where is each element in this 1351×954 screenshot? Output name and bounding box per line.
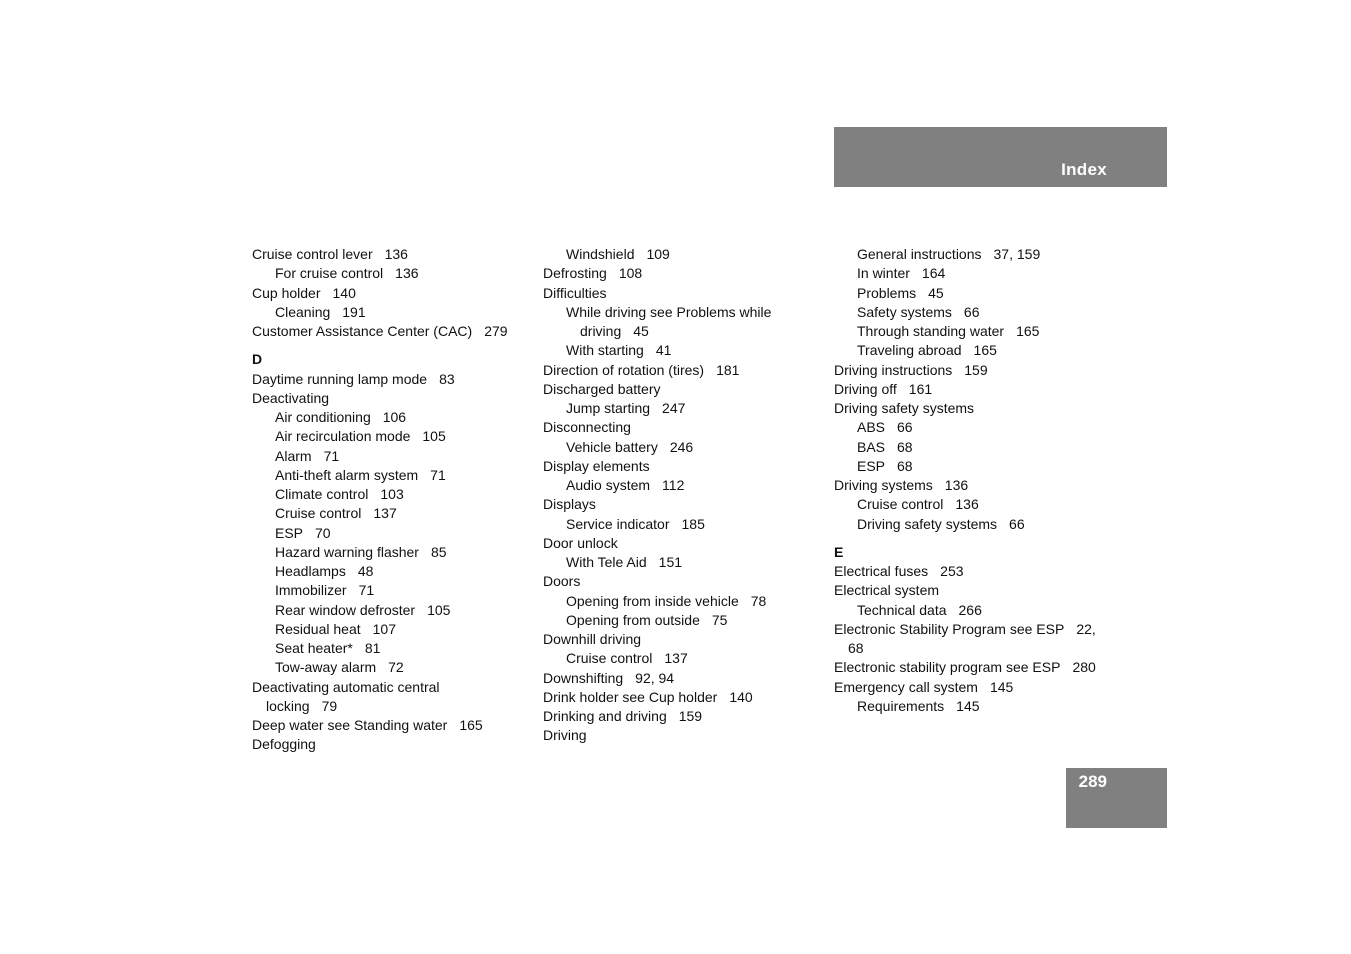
entry-page-ref: 68 — [897, 438, 913, 455]
index-column-3 — [834, 245, 1119, 716]
entry-term: Traveling abroad — [857, 342, 962, 359]
entry-term: Air recirculation mode — [275, 428, 411, 445]
entry-page-ref: 108 — [618, 265, 643, 282]
index-subentry — [252, 562, 537, 581]
entry-term: With Tele Aid — [566, 554, 647, 570]
entry-term: Direction of rotation (tires) — [543, 361, 705, 378]
entry-term: Jump starting — [566, 400, 651, 416]
section-letter: D — [252, 351, 263, 368]
index-subentry — [252, 581, 537, 600]
entry-term: Driving systems — [834, 477, 933, 493]
entry-term: Through standing water — [857, 323, 1005, 339]
index-subentry — [543, 553, 828, 572]
entry-term: Rear window defroster — [275, 601, 416, 618]
index-subentry — [252, 504, 537, 523]
index-entry — [252, 245, 537, 264]
entry-page-ref: 266 — [958, 601, 982, 618]
index-subentry — [834, 245, 1119, 264]
entry-term: General instructions — [857, 246, 982, 262]
index-entry — [834, 399, 1119, 418]
entry-page-ref: 109 — [646, 246, 670, 262]
section-letter: E — [834, 543, 844, 560]
index-entry — [834, 361, 1119, 380]
index-subentry — [252, 466, 537, 485]
entry-term: Deep water see Standing water — [252, 717, 448, 733]
entry-term: Driving safety systems — [834, 400, 975, 416]
entry-page-ref: 247 — [662, 400, 686, 416]
index-subentry — [834, 457, 1119, 476]
entry-term: Climate control — [275, 486, 369, 502]
index-entry — [543, 284, 828, 303]
index-entry — [543, 572, 828, 591]
entry-term: Immobilizer — [275, 582, 347, 599]
entry-page-ref: 185 — [681, 515, 705, 532]
entry-term: Alarm — [275, 447, 312, 464]
index-subentry — [252, 447, 537, 466]
entry-page-ref: 45 — [928, 284, 944, 301]
entry-term: Driving instructions — [834, 361, 953, 378]
entry-page-ref: 45 — [633, 323, 649, 339]
entry-term: Cruise control — [275, 505, 362, 522]
index-column-2 — [543, 245, 828, 746]
section-title: Index — [1061, 160, 1107, 179]
index-entry — [543, 495, 828, 514]
entry-page-ref: 159 — [678, 708, 703, 724]
index-entry — [252, 716, 537, 735]
entry-term: Downhill driving — [543, 631, 642, 647]
entry-term: Driving safety systems — [857, 515, 998, 532]
index-entry — [543, 418, 828, 437]
entry-term: ESP — [857, 457, 886, 474]
index-subentry — [543, 438, 828, 457]
entry-term: locking — [266, 697, 310, 714]
entry-page-ref: 106 — [382, 409, 407, 425]
entry-term: Cleaning — [275, 303, 331, 320]
entry-page-ref: 137 — [664, 650, 688, 667]
index-subentry — [543, 476, 828, 495]
index-entry — [834, 581, 1119, 600]
index-entry — [252, 322, 537, 341]
index-entry — [252, 370, 537, 389]
entry-term: Vehicle battery — [566, 438, 658, 455]
entry-term: Electrical fuses — [834, 563, 929, 579]
entry-page-ref: 81 — [364, 640, 381, 656]
entry-term: Difficulties — [543, 284, 607, 301]
index-column-1 — [252, 245, 537, 755]
index-subentry — [543, 649, 828, 668]
index-entry — [252, 389, 537, 408]
index-subentry — [834, 495, 1119, 514]
index-entry — [834, 678, 1119, 697]
entry-term: Electronic stability program see ESP — [834, 659, 1061, 676]
index-subentry — [252, 303, 537, 322]
page-number: 289 — [1078, 772, 1107, 791]
entry-term: Air conditioning — [275, 409, 371, 425]
entry-term: Door unlock — [543, 534, 618, 551]
index-entry — [543, 457, 828, 476]
entry-term: Requirements — [857, 697, 945, 714]
index-entry — [252, 678, 537, 697]
entry-term: Cruise control — [857, 496, 944, 513]
entry-page-ref: 68 — [897, 457, 913, 474]
entry-term: Downshifting — [543, 669, 624, 686]
entry-term: Disconnecting — [543, 419, 631, 436]
entry-term: Cup holder — [252, 284, 321, 301]
entry-page-ref: 105 — [422, 428, 446, 445]
entry-term: For cruise control — [275, 265, 384, 282]
index-entry — [543, 669, 828, 688]
entry-page-ref: 75 — [711, 611, 728, 628]
entry-page-ref: 105 — [427, 601, 451, 618]
index-subentry — [252, 427, 537, 446]
index-entry — [834, 658, 1119, 677]
index-subentry — [543, 515, 828, 534]
entry-page-ref: 165 — [973, 342, 997, 359]
entry-page-ref: 37, 159 — [993, 246, 1041, 262]
entry-term: Problems — [857, 284, 917, 301]
index-entry — [543, 264, 828, 283]
entry-page-ref: 140 — [729, 688, 753, 705]
entry-term: Driving — [543, 727, 587, 744]
entry-page-ref: 280 — [1072, 659, 1096, 676]
index-subentry — [252, 264, 537, 283]
entry-page-ref: 70 — [315, 524, 331, 541]
entry-page-ref: 71 — [358, 582, 375, 599]
entry-page-ref: 71 — [323, 447, 340, 464]
index-subentry — [252, 408, 537, 427]
entry-term: Cruise control — [566, 650, 653, 667]
entry-page-ref: 137 — [373, 505, 397, 522]
entry-page-ref: 151 — [658, 554, 683, 570]
entry-term: Customer Assistance Center (CAC) — [252, 323, 473, 339]
entry-term: Defrosting — [543, 265, 607, 282]
index-subentry — [834, 264, 1119, 283]
entry-page-ref: 41 — [655, 342, 672, 359]
entry-page-ref: 140 — [332, 284, 356, 301]
entry-page-ref: 145 — [956, 697, 980, 714]
entry-term: driving — [580, 323, 622, 339]
entry-page-ref: 136 — [384, 246, 408, 262]
entry-page-ref: 112 — [662, 477, 685, 493]
entry-term: Safety systems — [857, 303, 952, 320]
entry-page-ref: 85 — [430, 543, 447, 560]
index-subentry — [252, 639, 537, 658]
entry-term: Headlamps — [275, 563, 346, 579]
index-entry — [252, 284, 537, 303]
entry-term: Seat heater* — [275, 640, 353, 656]
entry-term: Audio system — [566, 477, 651, 493]
entry-page-ref: 107 — [372, 620, 396, 637]
entry-term: Emergency call system — [834, 678, 978, 695]
entry-term: Opening from inside vehicle — [566, 592, 739, 609]
entry-page-ref: 181 — [716, 361, 740, 378]
entry-page-ref: 72 — [388, 659, 404, 676]
entry-page-ref: 164 — [921, 265, 946, 282]
index-entry — [543, 707, 828, 726]
index-entry — [543, 688, 828, 707]
index-entry — [834, 476, 1119, 495]
entry-term: Daytime running lamp mode — [252, 370, 428, 387]
entry-term: While driving see Problems while — [566, 303, 772, 320]
index-subentry — [834, 341, 1119, 360]
index-entry — [834, 562, 1119, 581]
entry-term: Displays — [543, 496, 596, 513]
index-entry — [834, 620, 1119, 639]
entry-term: Tow-away alarm — [275, 659, 377, 676]
index-subentry — [834, 322, 1119, 341]
entry-page-ref: 279 — [484, 323, 508, 339]
entry-page-ref: 22, — [1076, 620, 1096, 637]
index-subentry — [543, 245, 828, 264]
index-subentry — [834, 515, 1119, 534]
entry-term: Drinking and driving — [543, 708, 667, 724]
entry-page-ref: 159 — [964, 361, 988, 378]
index-subentry — [543, 341, 828, 360]
entry-term: Residual heat — [275, 620, 361, 637]
entry-page-ref: 165 — [1016, 323, 1040, 339]
index-entry — [834, 639, 1119, 658]
page-number-box — [1066, 768, 1167, 828]
entry-page-ref: 253 — [940, 563, 964, 579]
entry-term: With starting — [566, 342, 644, 359]
entry-page-ref: 66 — [963, 303, 980, 320]
index-subentry — [543, 399, 828, 418]
entry-page-ref: 83 — [439, 370, 455, 387]
entry-term: Doors — [543, 573, 581, 590]
index-subentry — [252, 485, 537, 504]
index-subentry — [543, 611, 828, 630]
entry-page-ref: 145 — [989, 678, 1014, 695]
entry-term: Cruise control lever — [252, 246, 373, 262]
entry-term: Display elements — [543, 457, 650, 474]
entry-term: Windshield — [566, 246, 635, 262]
entry-term: Deactivating automatic central — [252, 678, 440, 695]
entry-page-ref: 191 — [342, 303, 366, 320]
section-header-bar — [834, 127, 1167, 187]
index-subentry — [252, 601, 537, 620]
entry-page-ref: 161 — [908, 380, 933, 397]
entry-page-ref: 71 — [430, 466, 446, 483]
entry-term: Defogging — [252, 736, 316, 753]
index-entry — [543, 361, 828, 380]
index-subentry — [834, 697, 1119, 716]
entry-term: BAS — [857, 438, 886, 455]
entry-term: Anti-theft alarm system — [275, 466, 419, 483]
entry-term: Discharged battery — [543, 380, 661, 397]
entry-page-ref: 48 — [357, 563, 374, 579]
index-entry — [252, 735, 537, 754]
entry-term: Drink holder see Cup holder — [543, 688, 718, 705]
entry-term: Service indicator — [566, 515, 670, 532]
entry-page-ref: 92, 94 — [635, 669, 675, 686]
index-subentry — [834, 601, 1119, 620]
index-entry — [543, 380, 828, 399]
entry-page-ref: 136 — [395, 265, 419, 282]
entry-term: ESP — [275, 524, 304, 541]
index-subentry — [543, 592, 828, 611]
index-subentry — [834, 418, 1119, 437]
index-entry — [543, 726, 828, 745]
index-subentry — [252, 620, 537, 639]
index-subentry — [543, 322, 828, 341]
entry-term: Electrical system — [834, 582, 940, 599]
entry-term: Driving off — [834, 380, 897, 397]
entry-term: Opening from outside — [566, 611, 700, 628]
index-entry — [834, 380, 1119, 399]
entry-term: ABS — [857, 419, 886, 436]
entry-page-ref: 165 — [459, 717, 483, 733]
index-subentry — [252, 658, 537, 677]
entry-term: In winter — [857, 265, 910, 282]
entry-page-ref: 136 — [944, 477, 969, 493]
entry-term: Deactivating — [252, 389, 330, 406]
index-subentry — [252, 543, 537, 562]
entry-page-ref: 66 — [897, 419, 913, 436]
entry-page-ref: 103 — [380, 486, 404, 502]
index-subentry — [834, 284, 1119, 303]
entry-page-ref: 78 — [750, 592, 767, 609]
entry-page-ref: 79 — [321, 697, 338, 714]
entry-page-ref: 136 — [955, 496, 979, 513]
index-entry — [543, 534, 828, 553]
index-entry — [252, 697, 537, 716]
index-subentry — [834, 303, 1119, 322]
index-entry — [543, 630, 828, 649]
index-subentry — [543, 303, 828, 322]
entry-term: 68 — [848, 640, 864, 656]
entry-term: Electronic Stability Program see ESP — [834, 620, 1065, 637]
entry-page-ref: 246 — [669, 438, 694, 455]
index-subentry — [834, 438, 1119, 457]
entry-term: Hazard warning flasher — [275, 543, 419, 560]
entry-page-ref: 66 — [1009, 515, 1025, 532]
entry-term: Technical data — [857, 601, 947, 618]
index-subentry — [252, 524, 537, 543]
